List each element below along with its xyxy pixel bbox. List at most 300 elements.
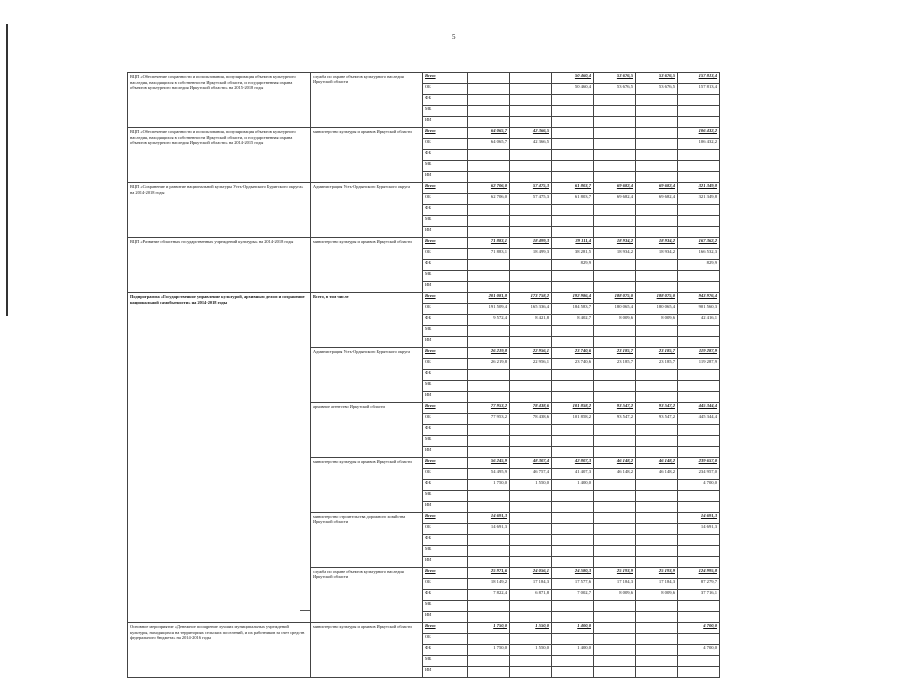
amount-cell: 42 366,5 [510, 128, 552, 139]
funding-source-cell: ИИ [423, 502, 468, 513]
amount-cell [678, 612, 720, 623]
amount-cell: 71 883,1 [468, 249, 510, 260]
amount-cell [636, 205, 678, 216]
amount-cell [594, 480, 636, 491]
amount-cell [678, 150, 720, 161]
amount-cell [552, 601, 594, 612]
amount-cell: 8 421,8 [510, 315, 552, 326]
amount-cell [510, 425, 552, 436]
amount-cell [636, 535, 678, 546]
amount-cell [510, 260, 552, 271]
executor-cell: министерство культуры и архивов Иркутской области [311, 238, 423, 293]
funding-source-cell: МБ [423, 216, 468, 227]
amount-cell [468, 282, 510, 293]
funding-source-cell: ОБ [423, 359, 468, 370]
amount-cell [552, 546, 594, 557]
amount-cell [552, 436, 594, 447]
amount-cell: 321 349,8 [678, 194, 720, 205]
amount-cell [594, 271, 636, 282]
amount-cell: 23 740,6 [552, 359, 594, 370]
amount-cell: 166 532,3 [678, 249, 720, 260]
executor-cell: служба по охране объектов культурного наследия Иркутской области [311, 73, 423, 128]
amount-cell [552, 117, 594, 128]
amount-cell: 54 495,9 [468, 469, 510, 480]
amount-cell: 124 995,8 [678, 568, 720, 579]
amount-cell [510, 227, 552, 238]
amount-cell [636, 546, 678, 557]
amount-cell [552, 139, 594, 150]
amount-cell: 4 700,0 [678, 645, 720, 656]
amount-cell [594, 95, 636, 106]
amount-cell [468, 436, 510, 447]
amount-cell: 191 509,4 [468, 304, 510, 315]
amount-cell [510, 326, 552, 337]
amount-cell [468, 150, 510, 161]
amount-cell: 25 193,9 [594, 568, 636, 579]
amount-cell [636, 95, 678, 106]
amount-cell [468, 337, 510, 348]
funding-source-cell: Всего [423, 73, 468, 84]
amount-cell: 57 475,3 [510, 183, 552, 194]
amount-cell [678, 425, 720, 436]
funding-source-cell: ИИ [423, 282, 468, 293]
amount-cell: 321 349,8 [678, 183, 720, 194]
funding-source-cell: ИИ [423, 612, 468, 623]
table-row [128, 623, 720, 634]
amount-cell: 46 148,2 [594, 469, 636, 480]
amount-cell: 1 750,0 [468, 623, 510, 634]
amount-cell: 1 400,0 [552, 623, 594, 634]
amount-cell [678, 282, 720, 293]
amount-cell: 17 577,6 [552, 579, 594, 590]
amount-cell [552, 271, 594, 282]
amount-cell [678, 227, 720, 238]
amount-cell: 188 075,0 [636, 293, 678, 304]
amount-cell: 6 871,8 [510, 590, 552, 601]
amount-cell [636, 260, 678, 271]
amount-cell: 173 758,2 [510, 293, 552, 304]
amount-cell: 8 009,6 [636, 590, 678, 601]
amount-cell [678, 502, 720, 513]
amount-cell [594, 436, 636, 447]
budget-table [127, 72, 720, 678]
amount-cell [468, 73, 510, 84]
amount-cell [510, 502, 552, 513]
amount-cell [678, 656, 720, 667]
amount-cell [678, 172, 720, 183]
amount-cell [636, 216, 678, 227]
amount-cell [552, 535, 594, 546]
amount-cell [678, 161, 720, 172]
amount-cell [468, 106, 510, 117]
amount-cell [468, 502, 510, 513]
executor-cell: министерство культуры и архивов Иркутской области [311, 458, 423, 513]
amount-cell [510, 601, 552, 612]
table-row [128, 73, 720, 84]
funding-source-cell: ФБ [423, 535, 468, 546]
amount-cell [594, 546, 636, 557]
amount-cell [468, 656, 510, 667]
amount-cell [678, 95, 720, 106]
amount-cell [510, 667, 552, 678]
amount-cell: 23 185,7 [594, 348, 636, 359]
amount-cell [594, 216, 636, 227]
amount-cell: 165 336,4 [510, 304, 552, 315]
funding-source-cell: Всего [423, 623, 468, 634]
amount-cell [510, 612, 552, 623]
amount-cell [594, 667, 636, 678]
funding-source-cell: ФБ [423, 645, 468, 656]
amount-cell [468, 326, 510, 337]
amount-cell [678, 557, 720, 568]
amount-cell [636, 128, 678, 139]
amount-cell: 9 572,4 [468, 315, 510, 326]
amount-cell [636, 612, 678, 623]
amount-cell: 53 676,5 [594, 73, 636, 84]
funding-source-cell: МБ [423, 271, 468, 282]
amount-cell: 77 953,2 [468, 403, 510, 414]
amount-cell: 1 550,0 [510, 480, 552, 491]
amount-cell: 14 691,3 [468, 513, 510, 524]
amount-cell [594, 117, 636, 128]
program-name-cell: Основное мероприятие «Денежное поощрение лучших муниципальных учреждений культуры, находящихся на территориях сельских поселений, и их работников за счет средств федерального бюджета» на 2014-2016 годы [128, 623, 311, 678]
amount-cell [552, 612, 594, 623]
amount-cell: 93 547,2 [594, 414, 636, 425]
amount-cell [510, 271, 552, 282]
amount-cell: 78 438,6 [510, 403, 552, 414]
amount-cell [594, 161, 636, 172]
amount-cell [552, 161, 594, 172]
amount-cell [468, 260, 510, 271]
amount-cell: 37 716,1 [678, 590, 720, 601]
amount-cell [594, 106, 636, 117]
amount-cell: 48 307,4 [510, 458, 552, 469]
amount-cell [636, 425, 678, 436]
amount-cell: 25 971,6 [468, 568, 510, 579]
amount-cell [594, 524, 636, 535]
amount-cell [636, 271, 678, 282]
funding-source-cell: МБ [423, 381, 468, 392]
amount-cell [636, 513, 678, 524]
amount-cell: 18 934,2 [594, 238, 636, 249]
amount-cell [636, 282, 678, 293]
amount-cell [594, 623, 636, 634]
funding-source-cell: ИИ [423, 392, 468, 403]
funding-source-cell: ФБ [423, 590, 468, 601]
amount-cell: 239 657,0 [678, 458, 720, 469]
amount-cell [510, 381, 552, 392]
amount-cell: 62 706,0 [468, 183, 510, 194]
amount-cell [552, 172, 594, 183]
amount-cell [594, 392, 636, 403]
amount-cell [636, 480, 678, 491]
amount-cell: 57 475,3 [510, 194, 552, 205]
amount-cell [510, 161, 552, 172]
amount-cell [636, 337, 678, 348]
amount-cell [552, 667, 594, 678]
funding-source-cell: Всего [423, 458, 468, 469]
amount-cell [678, 601, 720, 612]
amount-cell [552, 337, 594, 348]
amount-cell: 53 676,5 [636, 84, 678, 95]
amount-cell [510, 117, 552, 128]
funding-source-cell: ИИ [423, 172, 468, 183]
scan-mark [300, 610, 310, 611]
amount-cell [468, 205, 510, 216]
amount-cell: 17 184,3 [636, 579, 678, 590]
scan-edge-line [6, 24, 8, 316]
amount-cell: 8 009,6 [594, 315, 636, 326]
table-row [128, 293, 720, 304]
amount-cell [510, 73, 552, 84]
amount-cell [636, 634, 678, 645]
funding-source-cell: ФБ [423, 150, 468, 161]
amount-cell [678, 381, 720, 392]
amount-cell [510, 205, 552, 216]
amount-cell [594, 557, 636, 568]
amount-cell: 106 432,2 [678, 139, 720, 150]
amount-cell: 78 438,6 [510, 414, 552, 425]
amount-cell [636, 502, 678, 513]
funding-source-cell: ФБ [423, 370, 468, 381]
funding-source-cell: ИИ [423, 667, 468, 678]
amount-cell [468, 161, 510, 172]
amount-cell [468, 601, 510, 612]
amount-cell: 22 956,1 [510, 348, 552, 359]
amount-cell [468, 667, 510, 678]
amount-cell [678, 447, 720, 458]
amount-cell [636, 227, 678, 238]
amount-cell: 119 287,9 [678, 359, 720, 370]
amount-cell [468, 84, 510, 95]
amount-cell: 1 750,0 [468, 480, 510, 491]
amount-cell [468, 535, 510, 546]
amount-cell [594, 381, 636, 392]
amount-cell [594, 535, 636, 546]
amount-cell [552, 491, 594, 502]
amount-cell [594, 601, 636, 612]
amount-cell [552, 425, 594, 436]
amount-cell [636, 392, 678, 403]
executor-cell: Администрация Усть-Ордынского Бурятского округа [311, 183, 423, 238]
amount-cell: 180 065,4 [636, 304, 678, 315]
funding-source-cell: ФБ [423, 315, 468, 326]
amount-cell [552, 392, 594, 403]
amount-cell [636, 139, 678, 150]
amount-cell [678, 491, 720, 502]
funding-source-cell: ОБ [423, 139, 468, 150]
amount-cell [594, 645, 636, 656]
amount-cell [636, 656, 678, 667]
funding-source-cell: МБ [423, 106, 468, 117]
amount-cell: 23 185,7 [636, 359, 678, 370]
amount-cell: 69 682,4 [594, 183, 636, 194]
amount-cell [552, 513, 594, 524]
amount-cell [552, 326, 594, 337]
amount-cell: 1 400,0 [552, 645, 594, 656]
amount-cell [468, 447, 510, 458]
amount-cell: 18 934,2 [594, 249, 636, 260]
amount-cell: 192 986,4 [552, 293, 594, 304]
amount-cell: 17 184,3 [510, 579, 552, 590]
amount-cell: 18 149,2 [468, 579, 510, 590]
amount-cell [468, 425, 510, 436]
amount-cell: 7 002,7 [552, 590, 594, 601]
amount-cell: 62 706,0 [468, 194, 510, 205]
amount-cell [678, 436, 720, 447]
funding-source-cell: ИИ [423, 227, 468, 238]
funding-source-cell: ОБ [423, 194, 468, 205]
amount-cell: 201 081,8 [468, 293, 510, 304]
amount-cell [636, 172, 678, 183]
executor-cell: Администрация Усть-Ордынского Бурятского округа [311, 348, 423, 403]
amount-cell: 943 976,4 [678, 293, 720, 304]
amount-cell [552, 656, 594, 667]
funding-source-cell: ОБ [423, 304, 468, 315]
amount-cell: 18 934,2 [636, 249, 678, 260]
funding-source-cell: МБ [423, 546, 468, 557]
amount-cell [678, 117, 720, 128]
amount-cell: 77 953,2 [468, 414, 510, 425]
amount-cell [678, 106, 720, 117]
funding-source-cell: Всего [423, 348, 468, 359]
amount-cell [636, 667, 678, 678]
amount-cell: 184 583,7 [552, 304, 594, 315]
funding-source-cell: ИИ [423, 447, 468, 458]
amount-cell [510, 106, 552, 117]
program-name-cell: ВЦП «Сохранение и развитие национальной культуры Усть-Ордынского Бурятского округа» на 2014-2018 годы [128, 183, 311, 238]
amount-cell: 22 956,1 [510, 359, 552, 370]
amount-cell [594, 282, 636, 293]
funding-source-cell: ОБ [423, 634, 468, 645]
amount-cell [594, 337, 636, 348]
amount-cell [510, 84, 552, 95]
amount-cell [594, 128, 636, 139]
amount-cell: 24 056,1 [510, 568, 552, 579]
amount-cell [678, 546, 720, 557]
amount-cell [636, 117, 678, 128]
amount-cell [510, 524, 552, 535]
funding-source-cell: Всего [423, 513, 468, 524]
amount-cell: 50 460,4 [552, 84, 594, 95]
amount-cell: 39 111,4 [552, 238, 594, 249]
amount-cell: 56 245,9 [468, 458, 510, 469]
amount-cell [636, 106, 678, 117]
amount-cell [552, 524, 594, 535]
amount-cell: 24 580,3 [552, 568, 594, 579]
amount-cell: 71 883,1 [468, 238, 510, 249]
amount-cell [510, 172, 552, 183]
amount-cell [510, 557, 552, 568]
page-number: 5 [452, 33, 456, 41]
amount-cell [510, 634, 552, 645]
amount-cell [678, 535, 720, 546]
amount-cell [594, 612, 636, 623]
amount-cell [636, 645, 678, 656]
amount-cell [636, 436, 678, 447]
funding-source-cell: Всего [423, 183, 468, 194]
funding-source-cell: ФБ [423, 480, 468, 491]
amount-cell [552, 447, 594, 458]
amount-cell: 18 934,2 [636, 238, 678, 249]
funding-source-cell: ИИ [423, 337, 468, 348]
amount-cell [510, 546, 552, 557]
amount-cell [468, 227, 510, 238]
amount-cell: 42 416,1 [678, 315, 720, 326]
program-name-cell: ВЦП «Обеспечение сохранности и использования, популяризация объектов культурного наследия, находящихся в собственности Иркутской области, и государственная охрана объектов культурного наследия Иркутской области» на 2014-2015 годы [128, 128, 311, 183]
amount-cell: 25 193,9 [636, 568, 678, 579]
amount-cell [594, 205, 636, 216]
amount-cell [678, 216, 720, 227]
funding-source-cell: МБ [423, 656, 468, 667]
amount-cell: 4 700,0 [678, 480, 720, 491]
funding-source-cell: ОБ [423, 524, 468, 535]
amount-cell [468, 172, 510, 183]
amount-cell [678, 337, 720, 348]
amount-cell: 14 691,3 [678, 513, 720, 524]
amount-cell: 42 807,3 [552, 458, 594, 469]
amount-cell [594, 172, 636, 183]
amount-cell [678, 326, 720, 337]
amount-cell: 26 219,8 [468, 359, 510, 370]
amount-cell: 1 400,0 [552, 480, 594, 491]
amount-cell [510, 447, 552, 458]
amount-cell: 18 499,3 [510, 238, 552, 249]
funding-source-cell: Всего [423, 128, 468, 139]
amount-cell: 829,9 [678, 260, 720, 271]
amount-cell [636, 370, 678, 381]
amount-cell [636, 524, 678, 535]
program-name-cell: Подпрограмма «Государственное управление культурой, архивным делом и сохранение национальной самобытности» на 2014-2018 годы [128, 293, 311, 623]
amount-cell: 69 682,4 [594, 194, 636, 205]
amount-cell [636, 381, 678, 392]
funding-source-cell: ФБ [423, 260, 468, 271]
executor-cell: Всего, в том числе [311, 293, 423, 348]
amount-cell [552, 205, 594, 216]
amount-cell [510, 513, 552, 524]
amount-cell: 167 362,2 [678, 238, 720, 249]
amount-cell: 1 750,0 [468, 645, 510, 656]
amount-cell [510, 491, 552, 502]
amount-cell: 69 682,4 [636, 194, 678, 205]
amount-cell: 18 499,3 [510, 249, 552, 260]
amount-cell: 14 691,3 [468, 524, 510, 535]
amount-cell [552, 381, 594, 392]
amount-cell: 23 740,6 [552, 348, 594, 359]
amount-cell: 50 460,4 [552, 73, 594, 84]
amount-cell: 1 550,0 [510, 623, 552, 634]
amount-cell: 41 407,3 [552, 469, 594, 480]
amount-cell [510, 656, 552, 667]
amount-cell [468, 117, 510, 128]
amount-cell [552, 128, 594, 139]
amount-cell [552, 150, 594, 161]
amount-cell: 61 803,7 [552, 183, 594, 194]
amount-cell [594, 513, 636, 524]
funding-source-cell: Всего [423, 238, 468, 249]
amount-cell: 1 550,0 [510, 645, 552, 656]
amount-cell [594, 326, 636, 337]
amount-cell [594, 425, 636, 436]
amount-cell [510, 337, 552, 348]
program-name-cell: ВЦП «Обеспечение сохранности и использования, популяризация объектов культурного наследия, находящихся в собственности Иркутской области, и государственная охрана объектов культурного наследия Иркутской области» на 2015-2018 годы [128, 73, 311, 128]
amount-cell [678, 392, 720, 403]
amount-cell [636, 601, 678, 612]
funding-source-cell: ИИ [423, 557, 468, 568]
amount-cell [594, 260, 636, 271]
amount-cell [468, 392, 510, 403]
funding-source-cell: МБ [423, 161, 468, 172]
